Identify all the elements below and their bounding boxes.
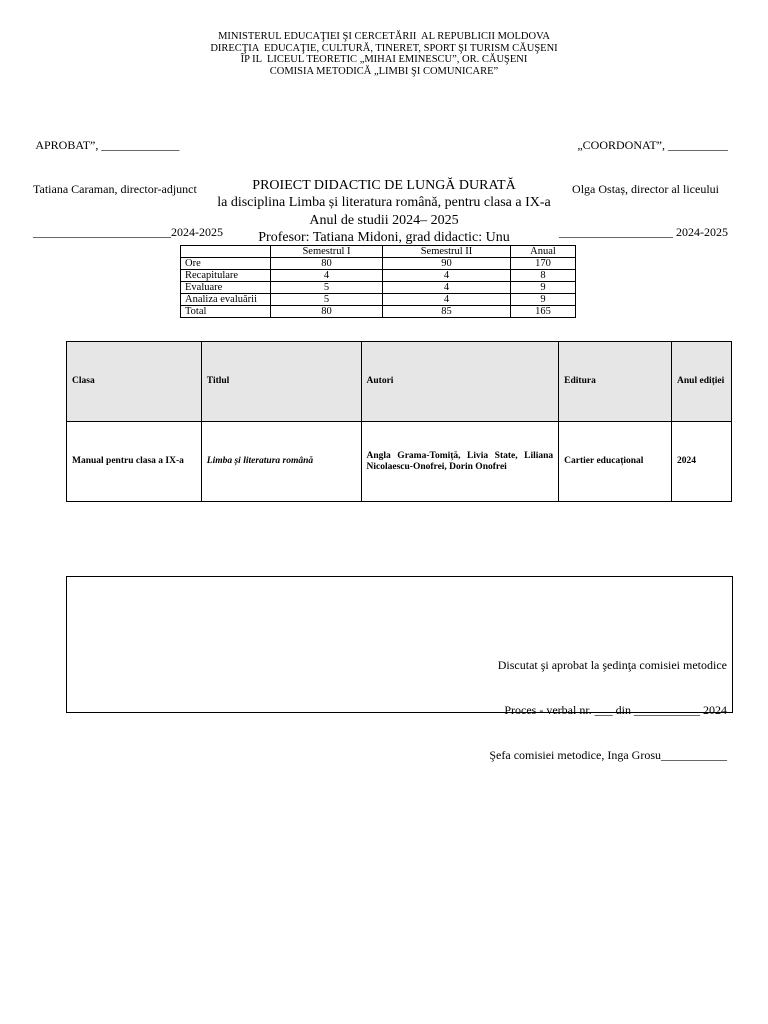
commission-minutes: Proces - verbal nr. ___ din ___________ 2024 — [504, 703, 727, 717]
coordinated-signer: Olga Ostaș, director al liceului — [572, 181, 719, 196]
table-cell: 170 — [511, 258, 576, 270]
header-line-ministry: MINISTERUL EDUCAŢIEI ŞI CERCETĂRII AL REPUBLICII MOLDOVA — [218, 31, 550, 42]
table-row — [181, 294, 576, 306]
table-cell: 4 — [271, 270, 383, 282]
table-row — [67, 422, 732, 502]
commission-approval-text — [489, 628, 727, 793]
table-cell: 5 — [271, 294, 383, 306]
table-row — [181, 270, 576, 282]
table-cell: 5 — [271, 282, 383, 294]
table-cell: 80 — [271, 258, 383, 270]
coordinated-label: „COORDONAT”, __________ — [577, 138, 728, 152]
book-authors: Angla Grama-Tomiță, Livia State, Liliana Nicolaescu-Onofrei, Dorin Onofrei — [361, 422, 559, 502]
document-title: PROIECT DIDACTIC DE LUNGĂ DURATĂ — [252, 178, 516, 193]
hours-table — [180, 245, 576, 318]
header-clasa: Clasa — [67, 342, 202, 422]
document-title-block — [0, 177, 768, 247]
institution-header — [0, 31, 768, 77]
header-anul-editiei: Anul ediției — [672, 342, 732, 422]
header-autori: Autori — [361, 342, 559, 422]
hours-table-header — [181, 246, 576, 258]
table-cell: 9 — [511, 282, 576, 294]
table-cell: 4 — [383, 270, 511, 282]
approved-year: _______________________2024-2025 — [33, 225, 223, 239]
table-cell: 4 — [383, 282, 511, 294]
hours-header-cell: Anual — [511, 246, 576, 258]
header-titlul: Titlul — [201, 342, 361, 422]
row-label: Evaluare — [181, 282, 271, 294]
document-teacher: Profesor: Tatiana Midoni, grad didactic: Unu — [258, 230, 510, 246]
row-label: Ore — [181, 258, 271, 270]
approved-signer: Tatiana Caraman, director-adjunct — [33, 181, 197, 196]
commission-discussed: Discutat şi aprobat la şedinţa comisiei metodice — [497, 658, 727, 672]
book-publisher: Cartier educațional — [559, 422, 672, 502]
approved-label: APROBAT”, _____________ — [33, 138, 180, 152]
header-line-directorate: DIRECŢIA EDUCAŢIE, CULTURĂ, TINERET, SPORT ŞI TURISM CĂUŞENI — [210, 42, 558, 54]
row-label: Analiza evaluării — [181, 294, 271, 306]
coordinated-year: ___________________ 2024-2025 — [559, 225, 728, 239]
row-label: Total — [181, 306, 271, 318]
header-line-school: ÎP IL LICEUL TEORETIC „MIHAI EMINESCU”, OR. CĂUŞENI — [240, 54, 528, 66]
book-year: 2024 — [672, 422, 732, 502]
book-title: Limba și literatura română — [201, 422, 361, 502]
commission-approval-box — [66, 576, 733, 762]
header-line-commission: COMISIA METODICĂ „LIMBI ŞI COMUNICARE” — [269, 65, 499, 77]
table-row — [181, 282, 576, 294]
table-cell: 85 — [383, 306, 511, 318]
table-cell: 165 — [511, 306, 576, 318]
table-row — [181, 258, 576, 270]
commission-head: Şefa comisiei metodice, Inga Grosu___________ — [489, 748, 727, 762]
table-cell: 90 — [383, 258, 511, 270]
document-school-year: Anul de studii 2024– 2025 — [309, 212, 459, 228]
hours-header-cell — [181, 246, 271, 258]
row-label: Recapitulare — [181, 270, 271, 282]
hours-header-cell: Semestrul I — [271, 246, 383, 258]
table-cell: 4 — [383, 294, 511, 306]
textbook-table — [66, 341, 732, 502]
hours-header-cell: Semestrul II — [383, 246, 511, 258]
textbook-table-header — [67, 342, 732, 422]
header-editura: Editura — [559, 342, 672, 422]
document-subject: la disciplina Limba și literatura română, pentru clasa a IX-a — [217, 195, 551, 211]
book-class: Manual pentru clasa a IX-a — [67, 422, 202, 502]
table-cell: 80 — [271, 306, 383, 318]
table-cell: 9 — [511, 294, 576, 306]
table-row-total — [181, 306, 576, 318]
table-cell: 8 — [511, 270, 576, 282]
